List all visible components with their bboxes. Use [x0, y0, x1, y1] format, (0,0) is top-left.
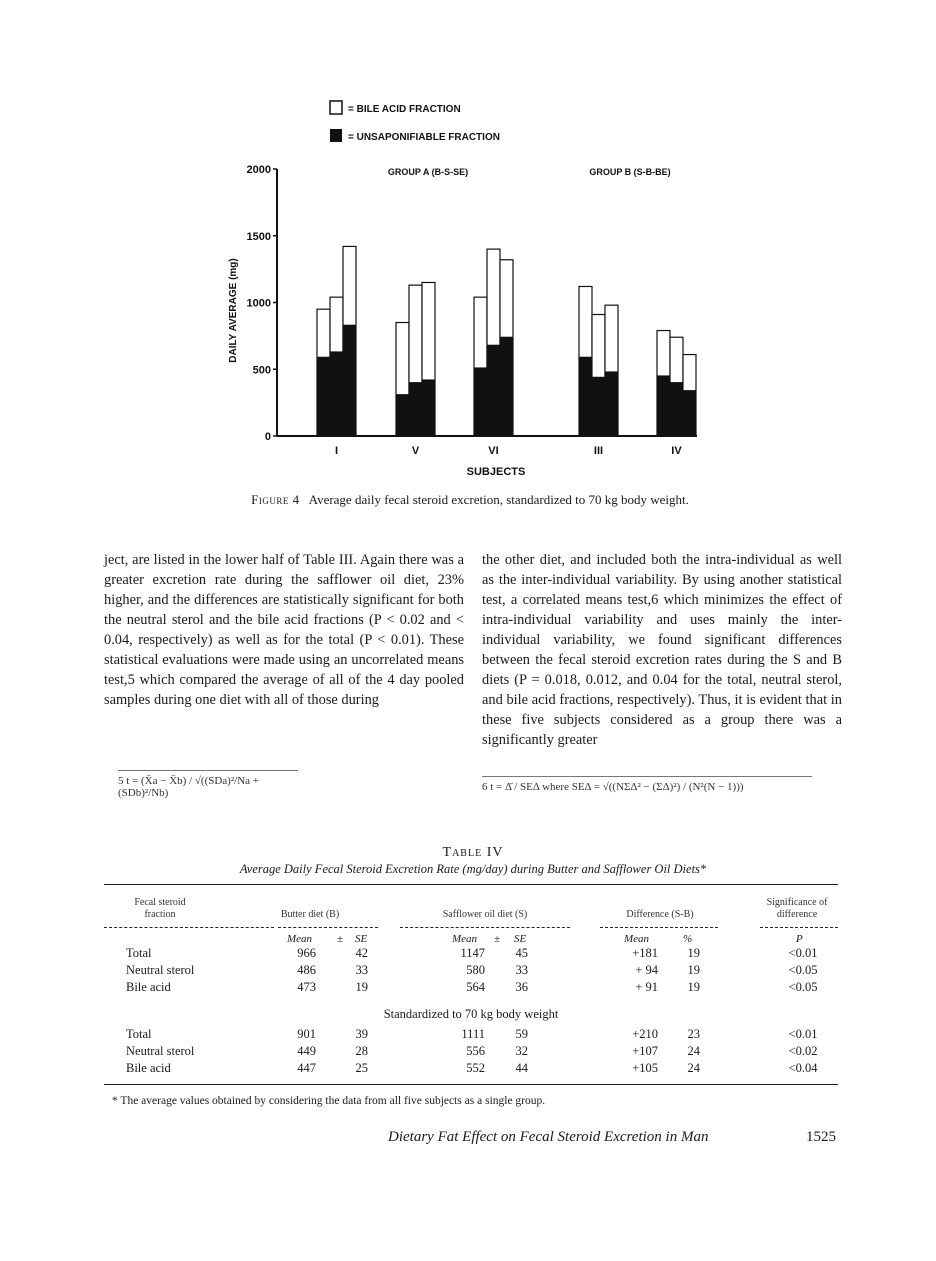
table-cell-s_se: 36	[515, 980, 528, 994]
table-cell-d_pct: 24	[687, 1044, 700, 1058]
sub-saff-pm: ±	[494, 933, 501, 945]
group-label: GROUP A (B-S-SE)	[387, 167, 469, 177]
table-cell-name: Bile acid	[126, 1061, 171, 1075]
header-rule-safflower	[400, 927, 570, 928]
table-cell-b_se: 39	[355, 1027, 368, 1041]
legend-swatch-unsaponifiable	[330, 129, 342, 142]
sub-p: P	[796, 933, 803, 945]
table-cell-b_mean: 901	[297, 1027, 316, 1041]
legend-swatch-bile	[330, 101, 342, 114]
table-cell-b_se: 28	[355, 1044, 368, 1058]
table-cell-s_se: 33	[515, 963, 528, 977]
table-cell-s_se: 44	[515, 1061, 528, 1075]
table-cell-d_mean: +181	[632, 946, 658, 960]
y-tick-label: 1500	[246, 230, 271, 243]
table-cell-s_mean: 580	[466, 963, 485, 977]
table-section-label: Standardized to 70 kg body weight	[383, 1007, 559, 1021]
table-cell-b_se: 25	[355, 1061, 368, 1075]
y-axis-label: DAILY AVERAGE (mg)	[228, 258, 239, 363]
header-rule-significance	[760, 927, 838, 928]
table-cell-p: <0.04	[788, 1061, 818, 1075]
bar-unsaponifiable-VI-1	[474, 368, 487, 436]
chart-bars	[317, 246, 696, 436]
table-cell-b_se: 42	[355, 946, 368, 960]
table-cell-s_mean: 556	[466, 1044, 485, 1058]
page-number: 1525	[806, 1129, 836, 1145]
table-cell-b_se: 33	[355, 963, 368, 977]
table-title: Table IV	[442, 845, 504, 860]
sub-butter-pm: ±	[337, 933, 344, 945]
table-cell-s_mean: 564	[466, 980, 485, 994]
table-cell-s_se: 45	[515, 946, 528, 960]
table-bottom-rule	[104, 1084, 838, 1085]
sub-diff-mean: Mean	[624, 933, 650, 945]
table-cell-d_pct: 19	[687, 980, 700, 994]
table-cell-s_mean: 1111	[461, 1027, 485, 1041]
table-cell-s_se: 59	[515, 1027, 528, 1041]
body-text-left: ject, are listed in the lower half of Table III. Again there was a greater excretion rate during the safflower oil diet, 23% higher, and the differences are statistically significant for both the neutral sterol and the bile acid fractions (P < 0.02 and < 0.04, respectively) as well as for the total (P < 0.01). These statistical evaluations were made using an uncorrelated means test,5 which compared the average of all of the 4 day pooled samples during one diet with all of those during	[104, 552, 464, 708]
table-cell-p: <0.01	[788, 946, 818, 960]
table-cell-d_pct: 24	[687, 1061, 700, 1075]
subject-label: VI	[488, 445, 499, 457]
bar-unsaponifiable-III-2	[592, 377, 605, 436]
table-cell-d_pct: 19	[687, 946, 700, 960]
table-cell-p: <0.01	[788, 1027, 818, 1041]
bar-unsaponifiable-IV-3	[683, 391, 696, 436]
bar-unsaponifiable-I-3	[343, 325, 356, 436]
table-cell-name: Bile acid	[126, 980, 171, 994]
group-label: GROUP B (S-B-BE)	[589, 167, 671, 177]
table-cell-s_mean: 1147	[460, 946, 485, 960]
table-cell-d_mean: + 94	[635, 963, 658, 977]
y-tick-label: 500	[252, 364, 271, 377]
table-cell-d_mean: +210	[632, 1027, 658, 1041]
table-cell-d_mean: + 91	[635, 980, 658, 994]
table-cell-p: <0.02	[788, 1044, 818, 1058]
bar-unsaponifiable-VI-3	[500, 337, 513, 436]
header-rule-fraction	[104, 927, 274, 928]
sub-diff-pct: %	[683, 933, 693, 945]
y-tick-label: 2000	[246, 164, 271, 176]
running-head: Dietary Fat Effect on Fecal Steroid Excretion in Man	[388, 1129, 709, 1145]
legend-label-bile: = BILE ACID FRACTION	[348, 104, 461, 115]
table-cell-d_mean: +107	[632, 1044, 658, 1058]
figure-caption-text: Average daily fecal steroid excretion, standardized to 70 kg body weight.	[308, 492, 689, 507]
table-cell-b_se: 19	[355, 980, 368, 994]
header-rule-difference	[600, 927, 718, 928]
table-cell-b_mean: 966	[297, 946, 316, 960]
bar-unsaponifiable-IV-1	[657, 376, 670, 436]
subject-label: V	[411, 445, 420, 457]
bar-unsaponifiable-V-1	[396, 395, 409, 436]
figure-caption	[200, 491, 740, 508]
header-significance: Significance of difference	[766, 897, 828, 920]
bar-unsaponifiable-V-3	[422, 380, 435, 436]
body-text-right: the other diet, and included both the intra-individual as well as the inter-individual variability. By using another statistical test, a correlated means test,6 which minimizes the effect of intra-individual variability and uses mainly the inter-individual variability, we found significant differences between the fecal steroid excretion rates during the S and B diets (P = 0.018, 0.012, and 0.04 for the total, neutral sterol, and bile acid fractions, respectively). Thus, it is evident that in these five subjects considered as a group there was a significantly greater	[482, 552, 842, 748]
sub-saff-mean: Mean	[452, 933, 478, 945]
bar-unsaponifiable-III-3	[605, 372, 618, 436]
footnote-formula-5: 5 t = (X̄a − X̄b) / √((SDa)²/Na + (SDb)²/Nb)	[118, 770, 298, 799]
bar-unsaponifiable-I-2	[330, 352, 343, 436]
table-cell-name: Neutral sterol	[126, 963, 195, 977]
table-cell-d_pct: 23	[687, 1027, 700, 1041]
bar-unsaponifiable-VI-2	[487, 345, 500, 436]
table-cell-s_se: 32	[515, 1044, 528, 1058]
sub-saff-se: SE	[514, 933, 527, 945]
table-cell-b_mean: 486	[297, 963, 316, 977]
table-cell-p: <0.05	[788, 980, 818, 994]
header-fraction: Fecal steroid fraction	[134, 897, 186, 920]
x-axis-label: SUBJECTS	[466, 466, 526, 478]
table-cell-d_pct: 19	[687, 963, 700, 977]
table-subtitle: Average Daily Fecal Steroid Excretion Rate (mg/day) during Butter and Safflower Oil Diets*	[239, 862, 707, 876]
y-tick-label: 0	[264, 431, 271, 443]
table-cell-s_mean: 552	[466, 1061, 485, 1075]
table-cell-name: Neutral sterol	[126, 1044, 195, 1058]
sub-butter-se: SE	[355, 933, 368, 945]
table-top-rule	[104, 884, 838, 885]
table-cell-name: Total	[126, 946, 152, 960]
subject-label: I	[334, 445, 339, 457]
y-tick-label: 1000	[246, 297, 271, 310]
figure-caption-label: Figure 4	[251, 492, 300, 507]
table-cell-p: <0.05	[788, 963, 818, 977]
table-cell-b_mean: 473	[297, 980, 316, 994]
footnote-formula-6: 6 t = Δ̄ / SEΔ where SEΔ = √((NΣΔ² − (ΣΔ)²) / (N²(N − 1)))	[482, 776, 812, 793]
header-safflower: Safflower oil diet (S)	[442, 909, 528, 920]
legend-label-unsaponifiable: = UNSAPONIFIABLE FRACTION	[348, 132, 500, 143]
bar-unsaponifiable-I-1	[317, 357, 330, 436]
table-cell-name: Total	[126, 1027, 152, 1041]
header-difference: Difference (S-B)	[626, 909, 694, 920]
sub-butter-mean: Mean	[287, 933, 313, 945]
header-butter: Butter diet (B)	[280, 909, 340, 920]
bar-unsaponifiable-III-1	[579, 357, 592, 436]
table-cell-b_mean: 449	[297, 1044, 316, 1058]
table-footnote: * The average values obtained by considering the data from all five subjects as a single group.	[112, 1095, 546, 1107]
subject-label: III	[593, 445, 604, 457]
table-cell-d_mean: +105	[632, 1061, 658, 1075]
header-rule-butter	[278, 927, 378, 928]
chart-legend	[330, 101, 500, 143]
figure-4-chart	[0, 0, 936, 490]
bar-unsaponifiable-IV-2	[670, 383, 683, 436]
table-cell-b_mean: 447	[297, 1061, 316, 1075]
subject-label: IV	[671, 445, 682, 457]
bar-unsaponifiable-V-2	[409, 383, 422, 436]
